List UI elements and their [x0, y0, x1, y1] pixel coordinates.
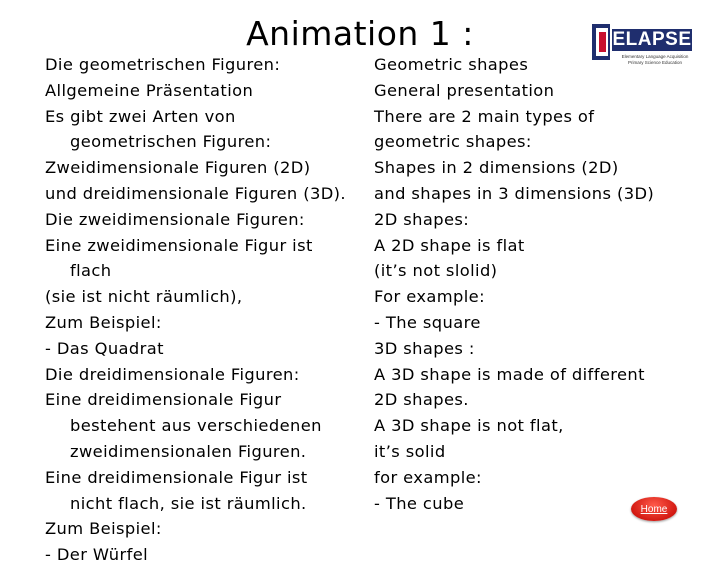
german-line: Die dreidimensionale Figuren: — [45, 364, 300, 384]
german-line: Eine zweidimensionale Figur ist — [45, 235, 313, 255]
english-line: for example: — [374, 467, 482, 487]
english-line: 2D shapes. — [374, 390, 469, 410]
german-line: zweidimensionalen Figuren. — [70, 441, 307, 461]
german-line: Eine dreidimensionale Figur ist — [45, 467, 308, 487]
german-line: Zweidimensionale Figuren (2D) — [45, 158, 311, 178]
english-line: For example: — [374, 287, 485, 307]
english-line: geometric shapes: — [374, 132, 532, 152]
german-line: Allgemeine Präsentation — [45, 80, 254, 100]
german-line: bestehent aus verschiedenen — [70, 416, 322, 436]
german-line: Eine dreidimensionale Figur — [45, 390, 282, 410]
german-line: und dreidimensionale Figuren (3D). — [45, 183, 346, 203]
english-line: (it’s not slolid) — [374, 261, 498, 281]
english-line: Geometric shapes — [374, 55, 529, 74]
german-line: (sie ist nicht räumlich), — [45, 287, 243, 307]
english-line: A 2D shape is flat — [374, 235, 525, 255]
german-line: flach — [70, 261, 112, 281]
logo-subtitle: Elementary Language Acquisition Primary Science Education — [621, 54, 689, 65]
home-button[interactable] — [631, 497, 677, 521]
german-line: Die zweidimensionale Figuren: — [45, 209, 305, 229]
english-line: General presentation — [374, 80, 555, 100]
german-line: - Das Quadrat — [45, 338, 164, 358]
english-line: Shapes in 2 dimensions (2D) — [374, 158, 619, 178]
german-column — [45, 52, 365, 568]
english-line: and shapes in 3 dimensions (3D) — [374, 183, 655, 203]
english-line: - The cube — [374, 493, 465, 513]
english-line: A 3D shape is made of different — [374, 364, 645, 384]
english-line: A 3D shape is not flat, — [374, 416, 564, 436]
german-line: - Der Würfel — [45, 545, 149, 565]
german-line: Zum Beispiel: — [45, 312, 162, 332]
german-line: Die geometrischen Figuren: — [45, 55, 281, 74]
english-line: it’s solid — [374, 441, 446, 461]
german-line: nicht flach, sie ist räumlich. — [70, 493, 307, 513]
english-column — [374, 52, 704, 516]
english-line: - The square — [374, 312, 481, 332]
logo-wordmark: ELAPSE — [612, 29, 692, 50]
english-line: There are 2 main types of — [374, 106, 595, 126]
german-line: Es gibt zwei Arten von — [45, 106, 236, 126]
slide-title: Animation 1 : — [246, 14, 474, 53]
english-line: 3D shapes : — [374, 338, 475, 358]
english-line: 2D shapes: — [374, 209, 470, 229]
home-button-label: Home — [640, 503, 668, 515]
german-line: geometrischen Figuren: — [70, 132, 272, 152]
german-line: Zum Beispiel: — [45, 519, 162, 539]
